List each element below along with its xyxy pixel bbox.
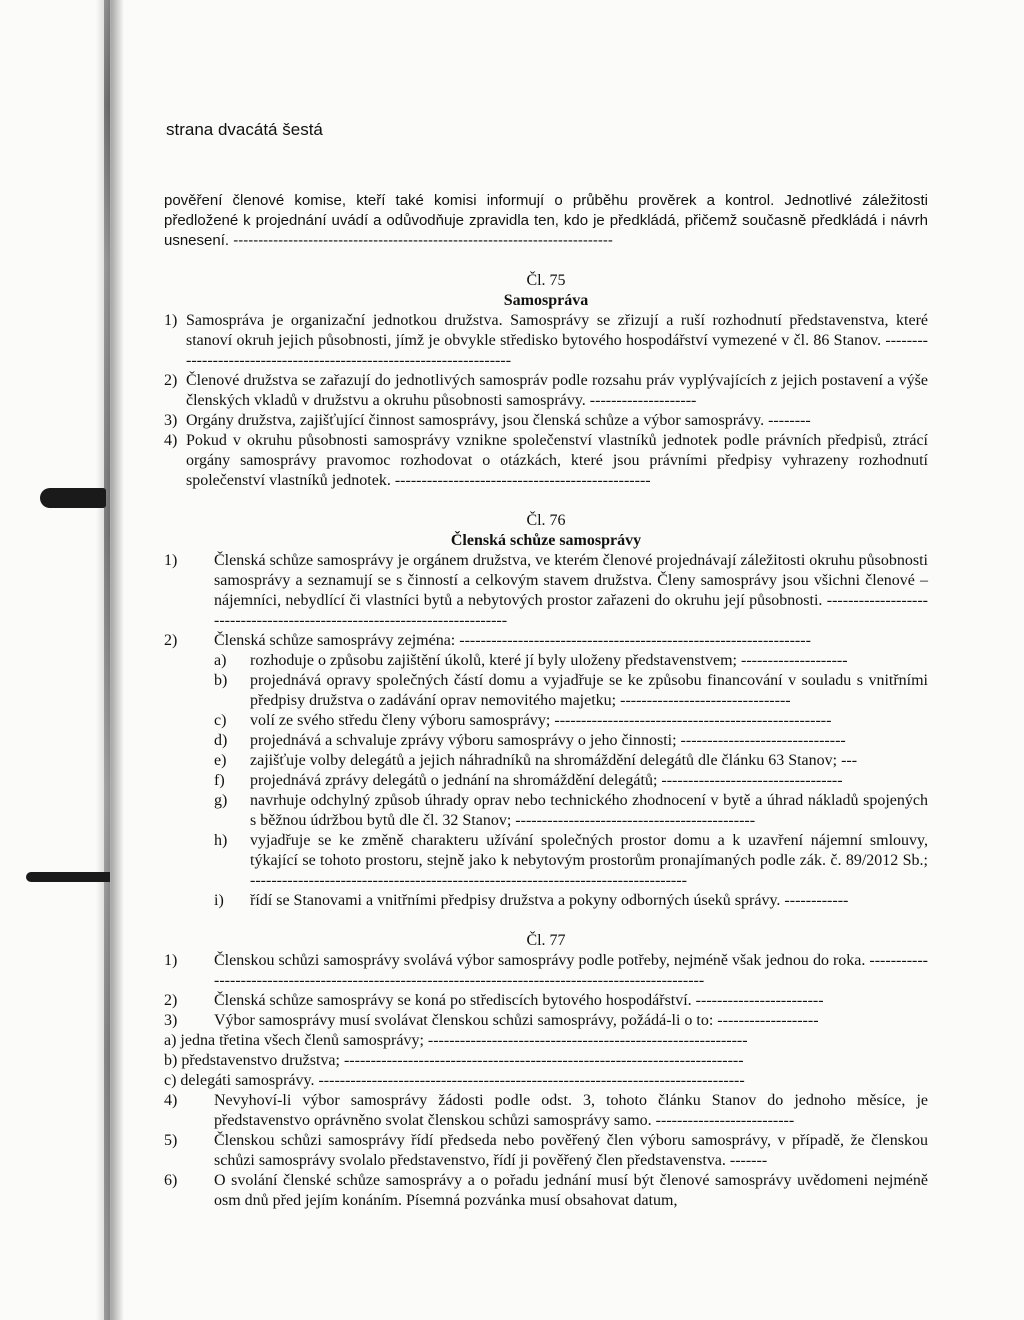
art77-item <box>164 1091 928 1131</box>
item-text: O svolání členské schůze samosprávy a o pořadu jednání musí být členové samosprávy uvědomeni nejméně osm dnů před jejím konáním. Písemná pozvánka musí obsahovat datum, <box>214 1172 928 1209</box>
subitem-text: rozhoduje o způsobu zajištění úkolů, které jí byly uloženy představenstvem; -------------------- <box>250 652 848 669</box>
article-77-number: Čl. 77 <box>526 932 566 949</box>
item-text: Pokud v okruhu působnosti samosprávy vznikne společenství vlastníků jednotek podle právních předpisů, ztrácí orgány samosprávy pravomoc rozhodovat o otázkách, které jsou právními předpisy vyhrazeny rozhodnutí společenství vlastníků jednotek. ------------------------------------------------ <box>186 432 928 489</box>
art76-subitem <box>214 671 928 711</box>
item-number: 4) <box>164 1092 178 1109</box>
item-number: 2) <box>164 372 178 389</box>
subitem-letter: d) <box>214 732 228 749</box>
item-number: 3) <box>164 1012 178 1029</box>
art75-item <box>164 311 928 371</box>
scan-binding-shadow <box>96 0 124 1320</box>
item-number: 1) <box>164 952 178 969</box>
art75-item <box>164 371 928 411</box>
art76-subitem <box>214 711 928 731</box>
item-text: Členská schůze samosprávy je orgánem družstva, ve kterém členové projednávají záležitosti okruhu působnosti samosprávy a seznamují se s činností a celkovým stavem družstva. Členy samosprávy jsou všichni členové – nájemníci, nebydlící či vlastníci bytů a nebytových prostor zařazeni do okruhu její působnosti. -------------------------------------------------------------------------- <box>214 552 928 629</box>
subitem-text: projednává opravy společných částí domu a vyjadřuje se ke způsobu financování v souladu s vnitřními předpisy družstva o zadávání oprav nemovitého majetku; -------------------------------- <box>250 672 928 709</box>
punch-hole-mark <box>26 872 110 882</box>
subitem-text: volí ze svého středu členy výboru samosprávy; ---------------------------------------------------- <box>250 712 832 729</box>
subitem-text: navrhuje odchylný způsob úhrady oprav nebo technického zhodnocení v bytě a úhrad nákladů spojených s běžnou údržbou bytů dle čl. 32 Stanov; --------------------------------------------- <box>250 792 928 829</box>
item-text: Nevyhoví-li výbor samosprávy žádosti podle odst. 3, tohoto článku Stanov do jednoho měsíce, je představenstvo oprávněno svolat členskou schůzi samosprávy samo. -------------------------- <box>214 1092 928 1129</box>
subitem-letter: b) <box>214 672 228 689</box>
subitem-text: projednává zprávy delegátů o jednání na shromáždění delegátů; ---------------------------------- <box>250 772 843 789</box>
item-number: 5) <box>164 1132 178 1149</box>
article-76-title: Členská schůze samosprávy <box>450 532 642 549</box>
item-number: 2) <box>164 992 178 1009</box>
item-text: Členové družstva se zařazují do jednotlivých samospráv podle rozsahu práv vyplývajících z jejich postavení a výše členských vkladů v družstvu a okruhu působnosti samosprávy. -------------------- <box>186 372 928 409</box>
subitem-text: vyjadřuje se ke změně charakteru užívání společných prostor domu a k uzavření nájemní smlouvy, týkající se tohoto prostoru, stejně jako k nebytovým prostorům pronajímaných podle zák. č. 89/2012 Sb.; ---------------------------------------------------------------------------------- <box>250 832 928 889</box>
subitem-text: zajišťuje volby delegátů a jejich náhradníků na shromáždění delegátů dle článku 63 Stanov; --- <box>250 752 858 769</box>
article-75-number: Čl. 75 <box>526 272 566 289</box>
punch-hole-mark <box>40 488 106 508</box>
subitem-letter: e) <box>214 752 227 769</box>
art77-subitem: a) jedna třetina všech členů samosprávy; ------------------------------------------------------------ <box>164 1032 748 1049</box>
item-text: Členskou schůzi samosprávy řídí předseda nebo pověřený člen výboru samosprávy, v případě, že členskou schůzi samosprávy svolalo představenstvo, řídí ji pověřený člen představenstva. ------- <box>214 1132 928 1169</box>
subitem-letter: g) <box>214 792 228 809</box>
art76-subitem <box>214 751 928 771</box>
art76-item <box>164 551 928 631</box>
art77-subitem: b) představenstvo družstva; --------------------------------------------------------------------------- <box>164 1052 744 1069</box>
item-text: Orgány družstva, zajišťující činnost samosprávy, jsou členská schůze a výbor samosprávy. -------- <box>186 412 811 429</box>
subitem-letter: a) <box>214 652 227 669</box>
subitem-text: řídí se Stanovami a vnitřními předpisy družstva a pokyny odborných úseků správy. ------------ <box>250 892 849 909</box>
art76-subitem <box>214 651 928 671</box>
art75-item <box>164 431 928 491</box>
art76-subitem <box>214 771 928 791</box>
art77-item <box>164 1011 928 1031</box>
art77-item <box>164 1171 928 1211</box>
subitem-letter: c) <box>214 712 227 729</box>
page-header: strana dvacátá šestá <box>166 120 323 139</box>
item-number: 6) <box>164 1172 178 1189</box>
art76-subitem <box>214 731 928 751</box>
item-number: 3) <box>164 412 178 429</box>
document-body <box>164 191 928 1211</box>
item-text: Členská schůze samosprávy zejména: ------------------------------------------------------------------ <box>214 632 811 649</box>
item-text: Členskou schůzi samosprávy svolává výbor samosprávy podle potřeby, nejméně však jednou do roka. ------------------------------------------------------------------------------------------------------- <box>214 952 928 989</box>
art77-subitem: c) delegáti samosprávy. -------------------------------------------------------------------------------- <box>164 1072 745 1089</box>
art77-item <box>164 991 928 1011</box>
item-text: Výbor samosprávy musí svolávat členskou schůzi samosprávy, požádá-li o to: ------------------- <box>214 1012 819 1029</box>
item-text: Samospráva je organizační jednotkou družstva. Samosprávy se zřizují a ruší rozhodnutí představenstva, které stanoví okruh jejich působnosti, jímž je obvykle středisko bytového hospodářství vymezené v čl. 86 Stanov. --------------------------------------------------------------------- <box>186 312 928 369</box>
item-number: 1) <box>164 552 178 569</box>
subitem-letter: i) <box>214 892 224 909</box>
subitem-text: projednává a schvaluje zprávy výboru samosprávy o jeho činnosti; ------------------------------- <box>250 732 846 749</box>
art76-item <box>164 631 928 651</box>
article-76-number: Čl. 76 <box>526 512 566 529</box>
subitem-letter: f) <box>214 772 225 789</box>
art76-subitem <box>214 831 928 891</box>
intro-paragraph: pověření členové komise, kteří také komisi informují o průběhu prověrek a kontrol. Jednotlivé záležitosti předložené k projednání uvádí a odůvodňuje zpravidla ten, kdo je předkládá, přičemž současně předkládá i návrh usnesení. ---------------------------------------------------------------------------- <box>164 192 928 249</box>
subitem-letter: h) <box>214 832 228 849</box>
art75-item <box>164 411 928 431</box>
art76-subitem <box>214 891 928 911</box>
article-75-title: Samospráva <box>503 292 589 309</box>
item-text: Členská schůze samosprávy se koná po střediscích bytového hospodářství. ------------------------ <box>214 992 824 1009</box>
item-number: 4) <box>164 432 178 449</box>
item-number: 2) <box>164 632 178 649</box>
art77-item <box>164 951 928 991</box>
art76-subitem <box>214 791 928 831</box>
item-number: 1) <box>164 312 178 329</box>
art77-item <box>164 1131 928 1171</box>
scan-binding-edge <box>104 0 110 1320</box>
